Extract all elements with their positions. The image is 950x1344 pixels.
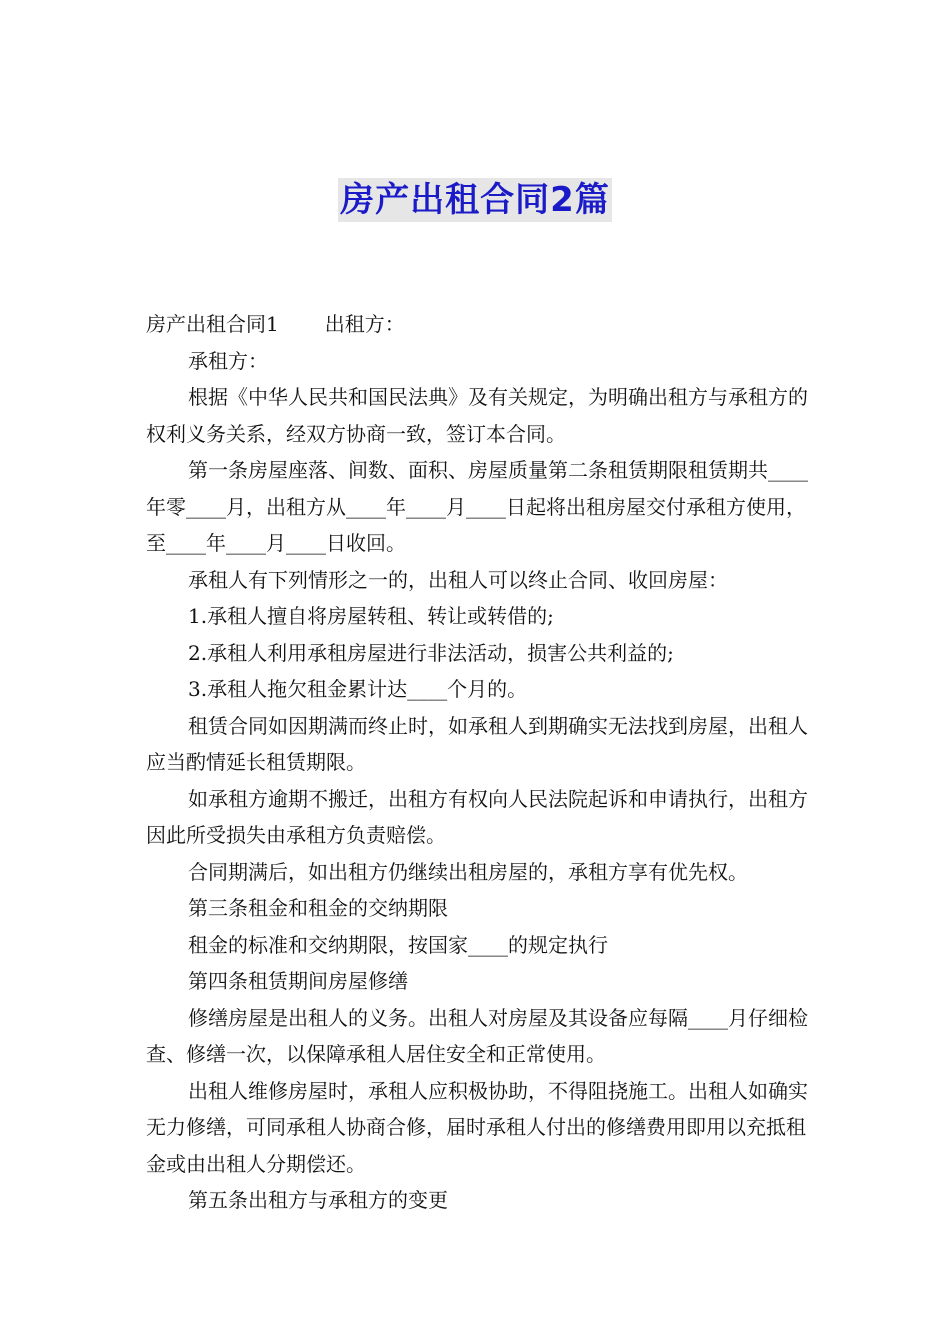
paragraph: 1.承租人擅自将房屋转租、转让或转借的; xyxy=(188,604,554,628)
paragraph: 2.承租人利用承租房屋进行非法活动，损害公共利益的; xyxy=(188,640,674,665)
paragraph: 承租方： xyxy=(188,348,268,373)
first-line xyxy=(146,306,810,343)
contract-number-label: 房产出租合同1 xyxy=(146,312,279,336)
lessor-label: 出租方： xyxy=(324,312,405,336)
paragraph: 3.承租人拖欠租金累计达____个月的。 xyxy=(188,677,528,701)
section-heading: 第三条租金和租金的交纳期限 xyxy=(188,896,448,920)
title-wrap xyxy=(0,178,950,222)
paragraph: 出租人维修房屋时，承租人应积极协助，不得阻挠施工。出租人如确实无力修缮，可同承租人协商合修，届时承租人付出的修缮费用即用以充抵租金或由出租人分期偿还。 xyxy=(146,1078,808,1176)
document-title: 房产出租合同2篇 xyxy=(340,180,610,220)
section-heading: 第四条租赁期间房屋修缮 xyxy=(188,969,408,993)
paragraph: 租赁合同如因期满而终止时，如承租人到期确实无法找到房屋，出租人应当酌情延长租赁期限。 xyxy=(146,713,808,774)
paragraph: 承租人有下列情形之一的，出租人可以终止合同、收回房屋： xyxy=(188,567,728,592)
paragraph: 合同期满后，如出租方仍继续出租房屋的，承租方享有优先权。 xyxy=(188,859,748,884)
section-heading: 第五条出租方与承租方的变更 xyxy=(188,1188,448,1212)
paragraph: 如承租方逾期不搬迁，出租方有权向人民法院起诉和申请执行，出租方因此所受损失由承租方负责赔偿。 xyxy=(146,786,808,847)
document-body xyxy=(146,306,810,1219)
paragraph: 根据《中华人民共和国民法典》及有关规定，为明确出租方与承租方的权利义务关系，经双方协商一致，签订本合同。 xyxy=(146,385,808,446)
paragraph: 租金的标准和交纳期限，按国家____的规定执行 xyxy=(188,932,608,957)
paragraph: 第一条房屋座落、间数、面积、房屋质量第二条租赁期限租赁期共____年零____月，出租方从____年____月____日起将出租房屋交付承租方使用，至____年____月____日收回。 xyxy=(146,458,808,555)
paragraph: 修缮房屋是出租人的义务。出租人对房屋及其设备应每隔____月仔细检查、修缮一次，以保障承租人居住安全和正常使用。 xyxy=(146,1005,808,1066)
